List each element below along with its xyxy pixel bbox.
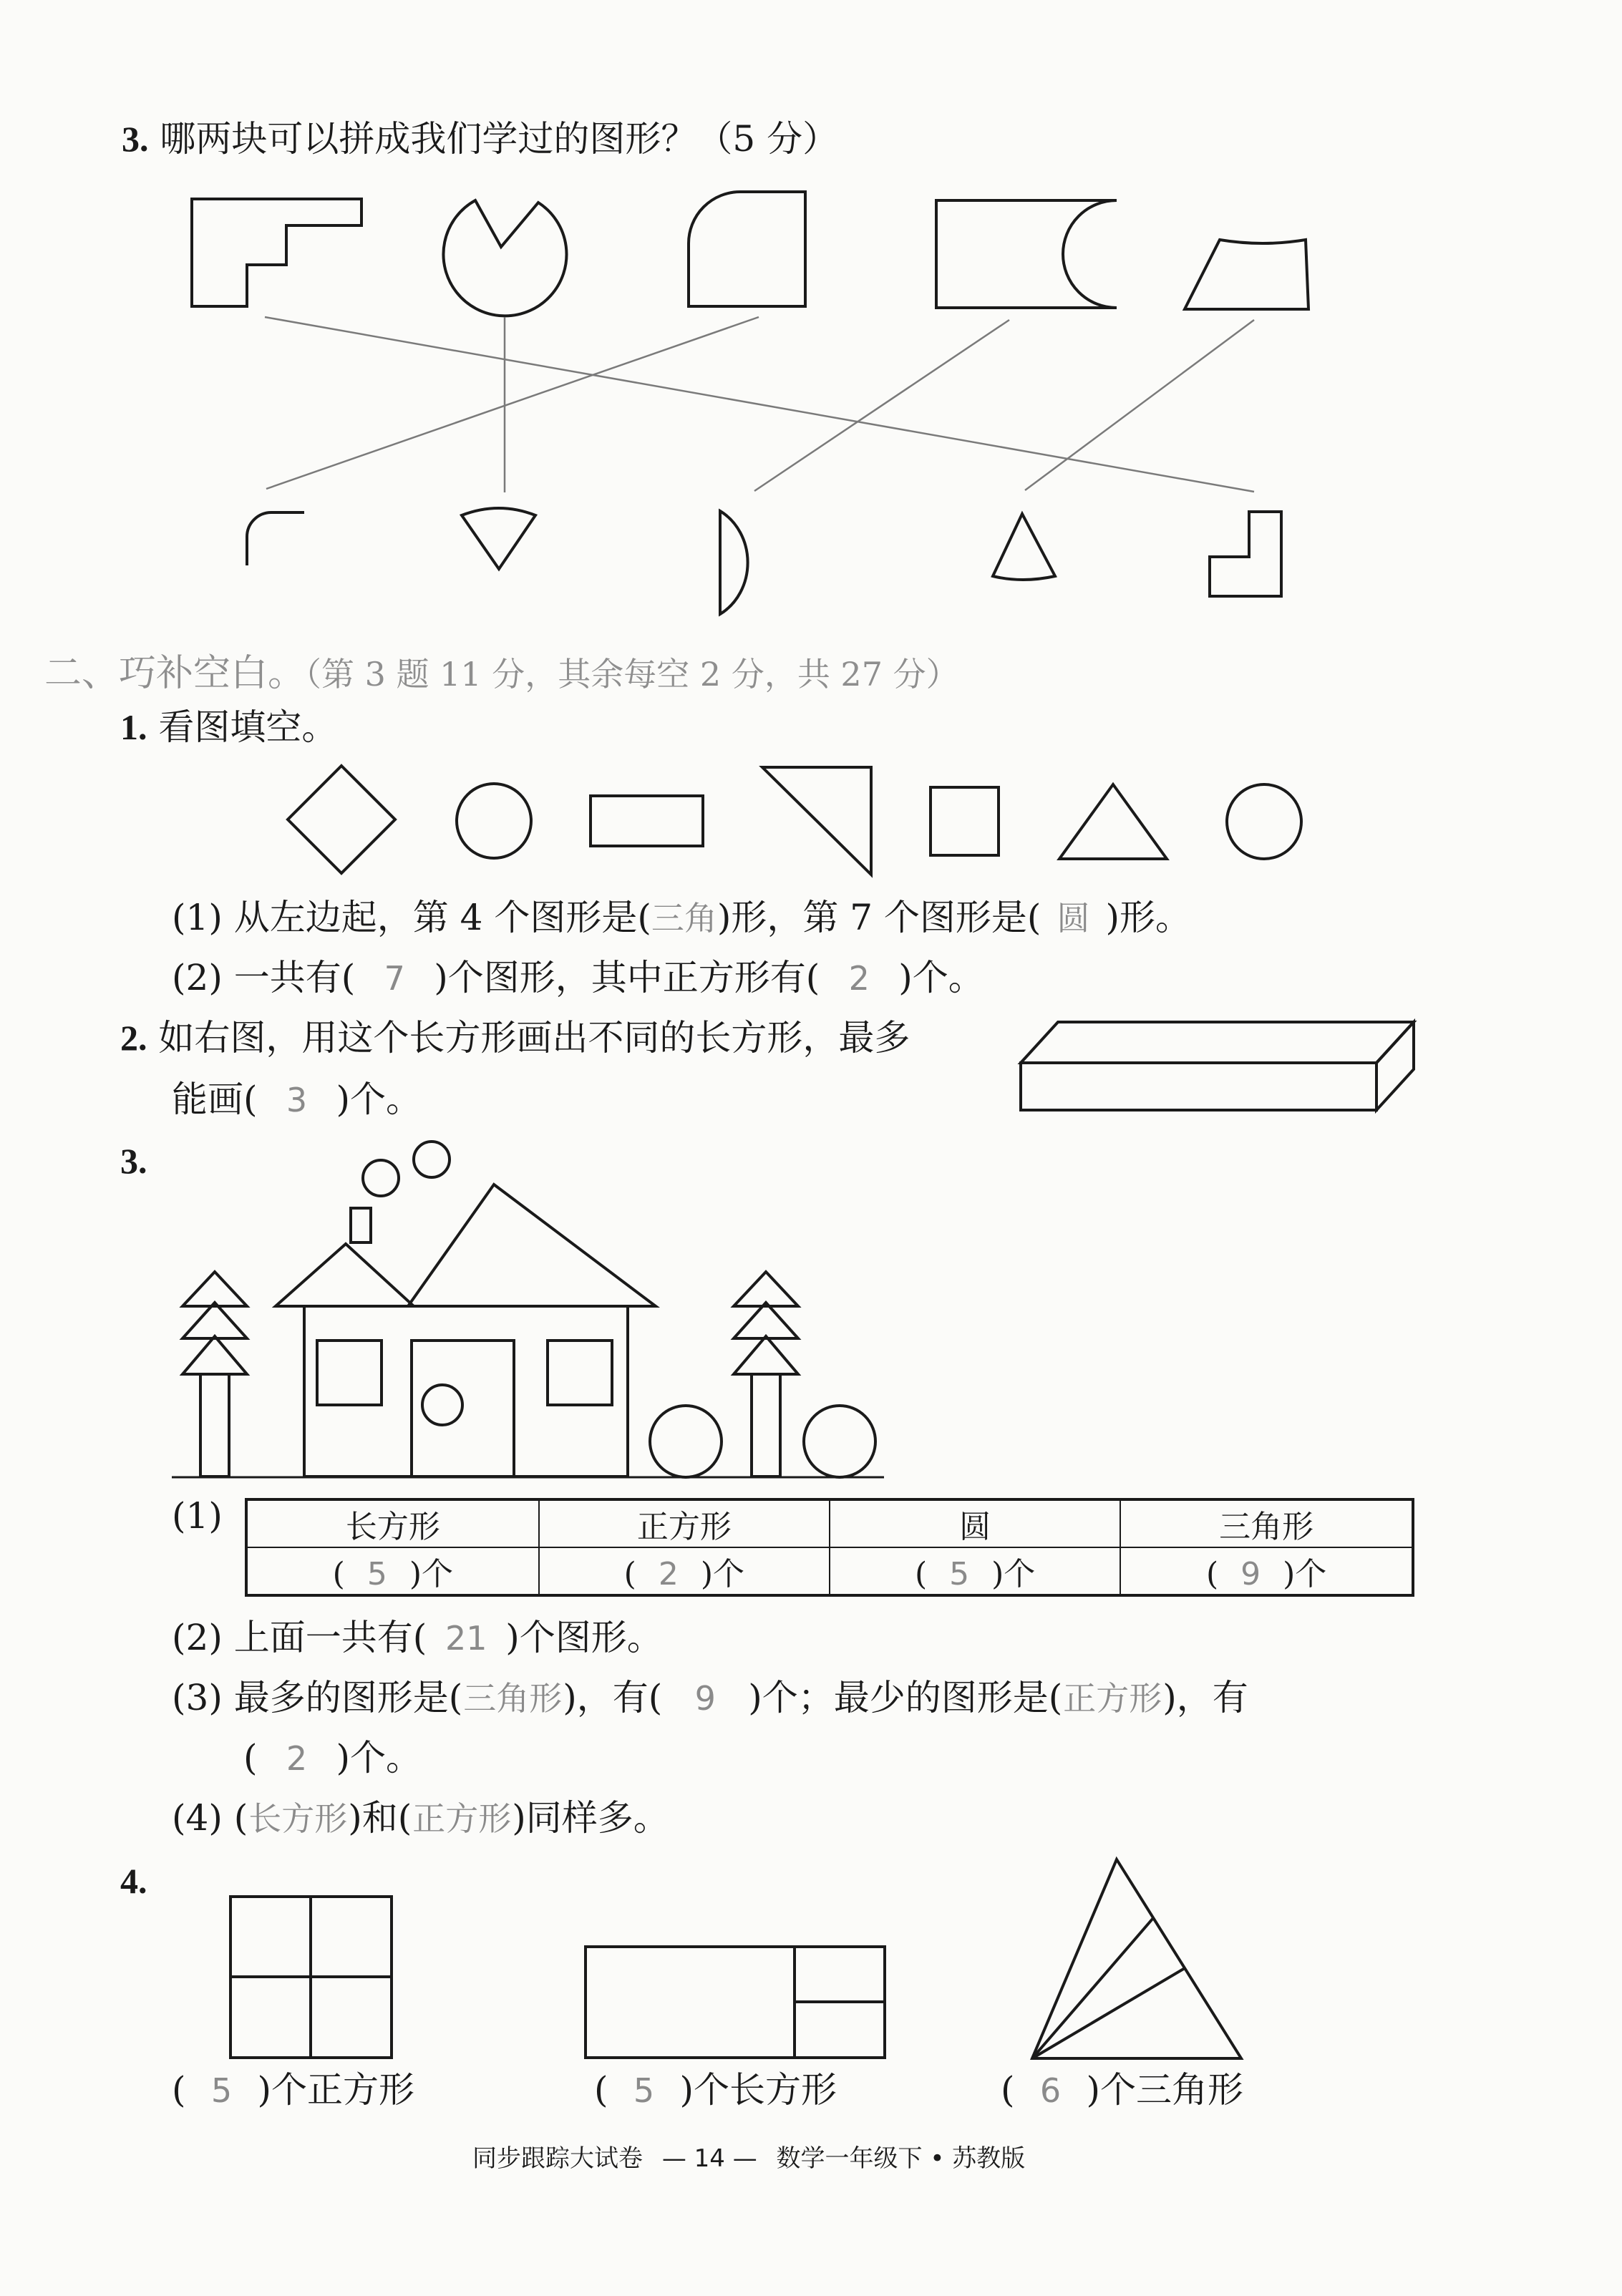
question-number: 3. — [120, 1141, 147, 1181]
window-left — [317, 1341, 382, 1405]
table-count-row — [246, 1547, 1413, 1595]
text: )个图形，其中正方形有( — [434, 957, 820, 998]
answer-fill: 5 — [366, 1556, 387, 1592]
footer-series: 同步跟踪大试卷 — [472, 2144, 643, 2173]
text: 能画( — [172, 1079, 258, 1120]
circle-shape — [457, 784, 531, 858]
answer-fill: 正方形 — [1063, 1679, 1162, 1718]
match-line — [754, 320, 1009, 491]
text: )个三角形 — [1086, 2069, 1244, 2111]
shape-count-table — [245, 1498, 1414, 1597]
bush-circle — [804, 1406, 875, 1477]
answer-fill: 三角 — [651, 899, 717, 938]
text: )个。 — [898, 957, 984, 998]
question-number: 1. — [120, 707, 147, 747]
text: )个。 — [336, 1737, 422, 1779]
question-text: 看图填空。 — [158, 706, 338, 748]
question-number: 3. — [122, 119, 149, 159]
seven-shapes-figure — [0, 751, 1622, 895]
text: )同样多。 — [512, 1797, 669, 1839]
text: ( — [243, 1737, 258, 1779]
answer-fill: 正方形 — [412, 1799, 512, 1838]
answer-fill: 2 — [286, 1739, 308, 1778]
text: (2) 一共有( — [172, 957, 356, 998]
match-line — [266, 317, 759, 489]
page-number: — 14 — — [661, 2144, 757, 2173]
answer-fill: 3 — [286, 1081, 308, 1119]
question-text: 哪两块可以拼成我们学过的图形？（5 分） — [160, 118, 839, 160]
unit: )个 — [409, 1556, 454, 1592]
tree-left-low — [183, 1336, 247, 1374]
text: (2) 上面一共有( — [172, 1617, 427, 1658]
unit: )个 — [700, 1556, 744, 1592]
rectangle-shape — [591, 796, 703, 846]
matching-shapes-figure — [0, 0, 1622, 644]
diamond-shape — [288, 766, 395, 873]
answer-fill: 三角形 — [463, 1679, 563, 1718]
s2-q1-header — [120, 704, 337, 750]
answer-fill: 2 — [658, 1556, 679, 1592]
chimney — [351, 1208, 371, 1242]
s2-q2-line1 — [120, 1015, 910, 1061]
footer-subject: 数学一年级下 • 苏教版 — [776, 2144, 1026, 2173]
table-header-cell: 三角形 — [1120, 1499, 1413, 1547]
s2-q3-part3-line1 — [172, 1675, 1248, 1721]
door-circle — [422, 1385, 462, 1425]
text: )形，第 7 个图形是( — [717, 897, 1041, 938]
paren: ( — [594, 2069, 608, 2111]
pacman-circle-shape — [443, 200, 566, 316]
text: )个长方形 — [679, 2069, 837, 2111]
smoke-circle — [414, 1142, 450, 1177]
question-text: 如右图，用这个长方形画出不同的长方形，最多 — [158, 1017, 910, 1059]
question-number: 4. — [120, 1861, 147, 1901]
half-circle-piece — [720, 511, 748, 614]
s2-q4-answer-2 — [594, 2067, 837, 2113]
unit: )个 — [1283, 1556, 1327, 1592]
roof-small-triangle — [276, 1244, 414, 1306]
text: )，有 — [1162, 1677, 1248, 1718]
smoke-circle — [363, 1160, 399, 1196]
paren: ( — [1001, 2069, 1015, 2111]
table-header-cell: 长方形 — [246, 1499, 539, 1547]
answer-fill: 5 — [210, 2071, 233, 2110]
table-header-cell: 正方形 — [539, 1499, 830, 1547]
tree-right-trunk — [752, 1374, 780, 1477]
tree-left-trunk — [200, 1374, 229, 1477]
s2-q4-answer-3 — [1001, 2067, 1243, 2113]
table-count-cell — [246, 1547, 539, 1595]
question-number: 2. — [120, 1018, 147, 1058]
s2-q1-part2 — [172, 955, 984, 1001]
answer-fill: 21 — [445, 1619, 487, 1658]
l-shape-piece — [1210, 512, 1281, 596]
s2-q4-answer-1 — [172, 2067, 414, 2113]
text: )形。 — [1105, 897, 1191, 938]
concave-trapezoid-shape — [1185, 240, 1308, 309]
right-triangle-shape — [762, 767, 871, 875]
paren: ( — [1205, 1556, 1219, 1592]
text: )，有( — [563, 1677, 663, 1718]
footer — [472, 2139, 1025, 2174]
bush-circle — [650, 1406, 722, 1477]
answer-fill: 5 — [949, 1556, 970, 1592]
fan-up-piece — [993, 514, 1055, 580]
paren: ( — [914, 1556, 928, 1592]
answer-fill: 2 — [848, 959, 870, 998]
table-count-cell — [539, 1547, 830, 1595]
s2-q3-part3-line2 — [243, 1735, 422, 1781]
answer-fill: 5 — [633, 2071, 655, 2110]
tree-left-mid — [183, 1303, 247, 1338]
stepped-shape — [192, 199, 361, 306]
match-line — [1025, 320, 1254, 490]
window-right — [548, 1341, 612, 1405]
section-2-title — [44, 643, 959, 696]
triangle-shape — [1059, 784, 1167, 859]
tree-right-low — [734, 1336, 798, 1374]
answer-fill: 圆 — [1057, 899, 1090, 938]
text: (3) 最多的图形是( — [172, 1677, 463, 1718]
count-shapes-figure — [0, 1847, 1622, 2076]
rect-concave-shape — [936, 200, 1117, 308]
quarter-arc-piece — [247, 512, 304, 565]
table-header-cell: 圆 — [830, 1499, 1120, 1547]
big-triangle — [1032, 1859, 1241, 2058]
s2-q3-part2 — [172, 1615, 663, 1661]
tree-right-mid — [734, 1303, 798, 1338]
house-scene-figure — [0, 1109, 1622, 1489]
text: )个；最少的图形是( — [748, 1677, 1063, 1718]
unit: )个 — [991, 1556, 1036, 1592]
match-line — [265, 317, 1254, 492]
s2-q3-part4 — [172, 1795, 669, 1842]
table-count-cell — [830, 1547, 1120, 1595]
quarter-round-shape — [689, 192, 805, 306]
roof-big-triangle — [408, 1185, 656, 1306]
square-shape — [931, 787, 999, 855]
answer-fill: 长方形 — [248, 1799, 348, 1838]
text: )个。 — [336, 1079, 422, 1120]
text: )个图形。 — [505, 1617, 663, 1658]
section-note: （第 3 题 11 分，其余每空 2 分，共 27 分） — [305, 655, 959, 694]
paren: ( — [172, 2069, 186, 2111]
section-title: 二、巧补空白。 — [44, 652, 306, 695]
table-header-row — [246, 1499, 1413, 1547]
answer-fill: 9 — [694, 1679, 716, 1718]
cuboid-figure — [1002, 1009, 1432, 1124]
s2-q3-part1-label: (1) — [172, 1495, 223, 1537]
answer-fill: 6 — [1039, 2071, 1062, 2110]
s2-q1-part1 — [172, 895, 1191, 941]
text: )个正方形 — [257, 2069, 415, 2111]
house-wall — [304, 1306, 628, 1477]
text: )和( — [348, 1797, 412, 1839]
text: (4) ( — [172, 1797, 248, 1839]
table-count-cell — [1120, 1547, 1413, 1595]
fan-down-piece — [462, 508, 535, 569]
answer-fill: 7 — [384, 959, 405, 998]
paren: ( — [332, 1556, 345, 1592]
text: (1) 从左边起，第 4 个图形是( — [172, 897, 651, 938]
paren: ( — [623, 1556, 636, 1592]
answer-fill: 9 — [1240, 1556, 1261, 1592]
circle-shape-2 — [1227, 784, 1301, 859]
